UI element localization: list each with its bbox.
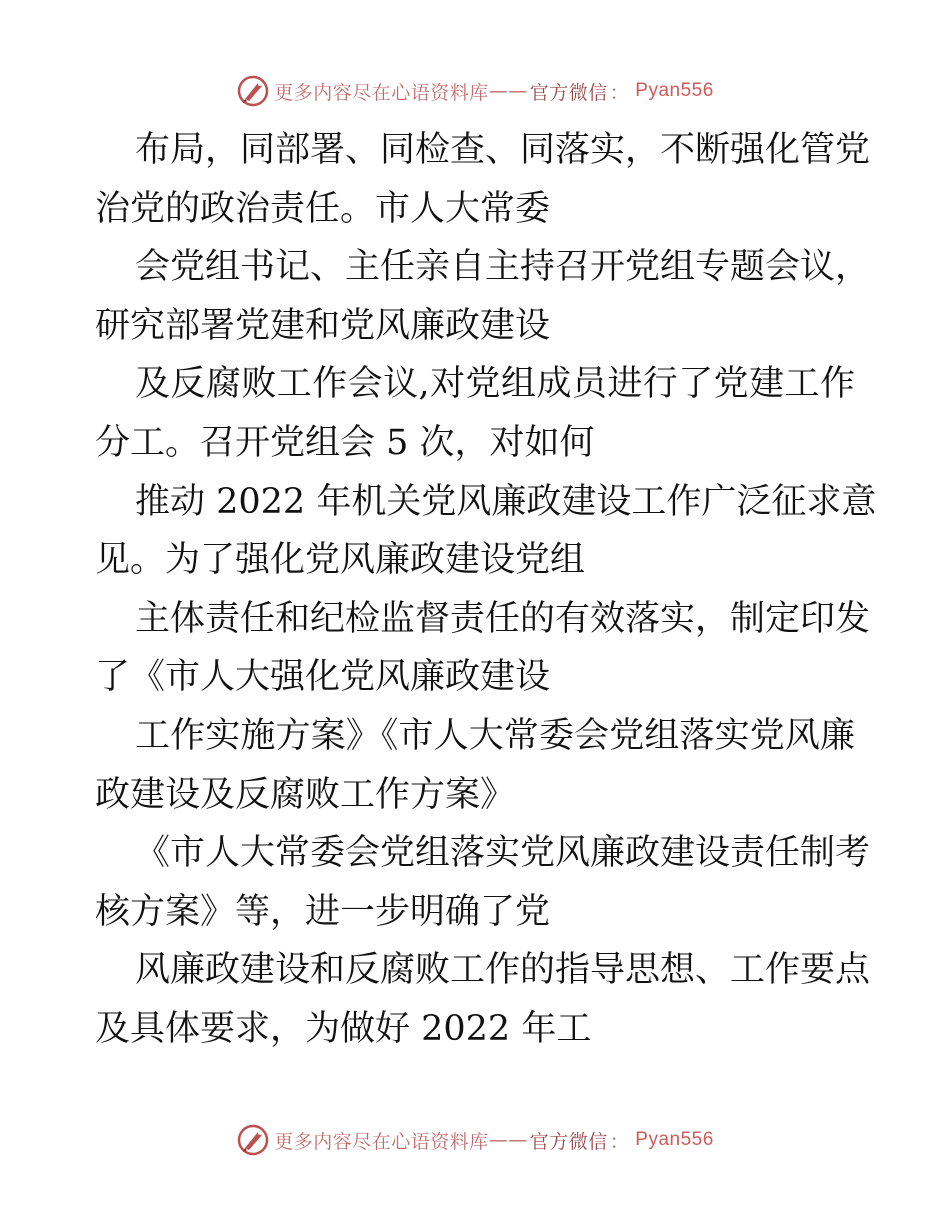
paragraph-line: 政建设及反腐败工作方案》 [95, 774, 516, 815]
paragraph-line: 《市人大常委会党组落实党风廉政建设责任制考 [135, 833, 871, 874]
paragraph-line: 风廉政建设和反腐败工作的指导思想、工作要点 [135, 950, 871, 991]
paragraph-line: 见。为了强化党风廉政建设党组 [95, 540, 586, 581]
paragraph-line: 及反腐败工作会议,对党组成员进行了党建工作 [135, 364, 855, 405]
watermark-separator: —— [488, 80, 528, 102]
document-body [95, 121, 877, 1059]
quill-pen-logo-icon [236, 1123, 270, 1157]
watermark-wechat-handle: Pyan556 [635, 1129, 714, 1150]
paragraph-line: 会党组书记、主任亲自主持召开党组专题会议， [135, 247, 871, 288]
paragraph-line: 工作实施方案》《市人大常委会党组落实党风廉 [135, 715, 855, 756]
watermark-wechat-label: 官方微信 [529, 81, 608, 104]
paragraph-line: 推动 2022 年机关党风廉政建设工作广泛征求意 [135, 481, 877, 522]
watermark-colon: ： [609, 1130, 630, 1153]
footer-watermark [0, 1120, 950, 1160]
paragraph-line: 了《市人大强化党风廉政建设 [95, 657, 551, 698]
paragraph-line: 分工。召开党组会 5 次，对如何 [95, 422, 595, 463]
watermark-colon: ： [609, 81, 630, 104]
paragraph-line: 布局，同部署、同检查、同落实，不断强化管党 [135, 130, 871, 170]
paragraph-line: 治党的政治责任。市人大常委 [95, 188, 551, 229]
watermark-wechat-label: 官方微信 [529, 1130, 608, 1153]
paragraph-line: 研究部署党建和党风廉政建设 [95, 305, 551, 346]
watermark-text: 更多内容尽在心语资料库 [274, 81, 489, 104]
header-watermark [0, 71, 950, 111]
watermark-wechat-handle: Pyan556 [635, 80, 714, 101]
paragraph-line: 主体责任和纪检监督责任的有效落实，制定印发 [135, 598, 871, 639]
quill-pen-logo-icon [236, 74, 270, 108]
paragraph-line: 核方案》等，进一步明确了党 [95, 891, 551, 932]
watermark-text: 更多内容尽在心语资料库 [274, 1130, 489, 1153]
paragraph-line: 及具体要求，为做好 2022 年工 [95, 1008, 592, 1049]
watermark-separator: —— [488, 1129, 528, 1151]
